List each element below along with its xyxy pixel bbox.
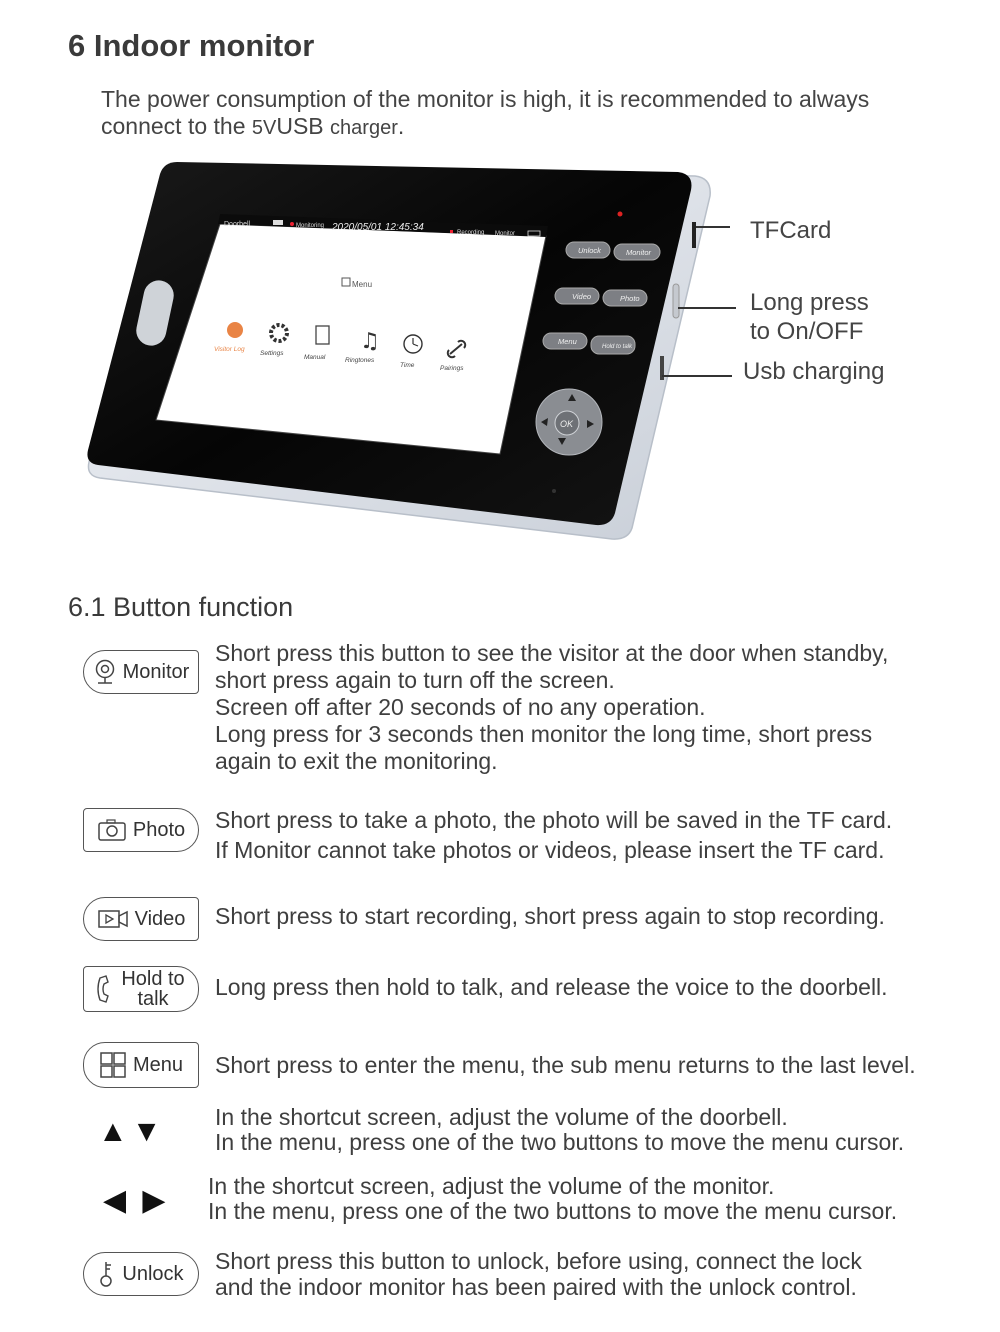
tfcard-label: TFCard [750, 217, 832, 244]
hold-to-talk-button [83, 966, 199, 1012]
microphone-hole [552, 489, 556, 493]
desc-line: In the shortcut screen, adjust the volume of the doorbell. [215, 1104, 788, 1130]
tfcard-leader-line [696, 226, 730, 228]
left-right-arrows-icon: ◀ ▶ [103, 1184, 170, 1217]
monitor-button-label: Monitor [122, 661, 190, 683]
menu-item-ringtones: Ringtones [345, 357, 375, 364]
screen-menu-title: Menu [352, 280, 373, 289]
key-icon [98, 1260, 116, 1288]
usb-leader-line [662, 375, 732, 377]
desc-line: Short press to take a photo, the photo will be saved in the TF card. [215, 807, 893, 833]
desc-line: again to exit the monitoring. [215, 748, 498, 774]
desc-line: If Monitor cannot take photos or videos, please insert the TF card. [215, 837, 885, 863]
hold-to-talk-button-label: Hold to talk [121, 968, 185, 1010]
status-monitoring: Monitoring [296, 223, 325, 229]
desc-line: Long press then hold to talk, and release the voice to the doorbell. [215, 974, 888, 1000]
device-screen [156, 224, 546, 454]
desc-line: Screen off after 20 seconds of no any operation. [215, 694, 706, 720]
menu-item-pairings: Pairings [440, 365, 464, 372]
usb-label: Usb charging [743, 358, 885, 385]
unlock-button-label: Unlock [122, 1263, 184, 1285]
unlock-description [215, 1248, 862, 1300]
unlock-button [83, 1252, 199, 1296]
power-label-line-1: Long press [750, 289, 869, 316]
power-leader-line [678, 307, 736, 309]
menu-button [83, 1042, 199, 1088]
photo-button-label: Photo [132, 819, 186, 841]
status-datetime: 2020/05/01 12:45:34 [332, 222, 424, 233]
status-doorbell: Doorbell [224, 221, 251, 228]
power-button[interactable] [673, 284, 679, 318]
intro-text [101, 86, 869, 142]
section-title: 6.1 Button function [68, 592, 294, 622]
power-label-line-2: to On/OFF [750, 318, 864, 345]
hw-menu-label: Menu [558, 337, 577, 346]
monitor-description [215, 640, 888, 775]
intro-line-2: connect to the 5VUSB charger. [101, 113, 405, 139]
hw-photo-label: Photo [620, 294, 640, 303]
menu-item-manual: Manual [304, 354, 326, 361]
hw-video-label: Video [572, 292, 592, 301]
hw-unlock-label: Unlock [578, 246, 601, 255]
menu-button-label: Menu [132, 1054, 184, 1076]
intro-line-1: The power consumption of the monitor is high, it is recommended to always [101, 86, 870, 112]
status-recording: Recording [457, 230, 485, 236]
indoor-monitor-device [80, 158, 730, 548]
page-title: 6 Indoor monitor [68, 28, 315, 63]
recording-dot-icon [450, 230, 453, 233]
desc-line: In the shortcut screen, adjust the volume of the monitor. [208, 1173, 775, 1199]
desc-line: Short press this button to see the visitor at the door when standby, [215, 640, 889, 666]
ringtones-note-icon: ♫ [360, 329, 380, 354]
desc-line: and the indoor monitor has been paired with the unlock control. [215, 1274, 857, 1300]
desc-line: Short press this button to unlock, before using, connect the lock [215, 1248, 862, 1274]
ok-label: OK [560, 419, 574, 429]
up-down-description [215, 1105, 904, 1155]
desc-line: Short press to enter the menu, the sub menu returns to the last level. [215, 1052, 916, 1078]
battery-icon [273, 220, 283, 225]
photo-button [83, 808, 199, 852]
desc-line: short press again to turn off the screen. [215, 667, 615, 693]
video-camera-icon [97, 908, 129, 930]
hold-to-talk-description [215, 974, 888, 1001]
hw-hold-to-talk-label: Hold to talk [602, 344, 633, 350]
up-down-arrows-icon: ▲▼ [98, 1115, 166, 1148]
monitoring-dot-icon [290, 222, 294, 226]
menu-item-settings: Settings [260, 350, 284, 357]
visitor-log-icon [227, 322, 243, 338]
desc-line: In the menu, press one of the two buttons to move the menu cursor. [215, 1129, 905, 1155]
photo-description [215, 807, 892, 864]
menu-item-visitor-log: Visitor Log [214, 346, 245, 353]
video-button-label: Video [134, 908, 186, 930]
left-right-description [208, 1174, 897, 1224]
monitor-button [83, 650, 199, 694]
video-button [83, 897, 199, 941]
menu-item-time: Time [400, 362, 415, 369]
camera-icon [97, 818, 127, 842]
menu-description [215, 1052, 916, 1079]
status-monitor: Monitor [495, 231, 516, 237]
video-description [215, 903, 885, 930]
desc-line: In the menu, press one of the two buttons to move the menu cursor. [208, 1198, 898, 1224]
desc-line: Short press to start recording, short press again to stop recording. [215, 903, 885, 929]
webcam-icon [93, 659, 117, 685]
phone-handset-icon [94, 974, 112, 1004]
led-indicator [618, 212, 623, 217]
desc-line: Long press for 3 seconds then monitor the long time, short press [215, 721, 873, 747]
device-illustration [80, 158, 730, 548]
menu-grid-icon [99, 1051, 127, 1079]
power-label [750, 288, 869, 346]
hw-monitor-label: Monitor [626, 248, 652, 257]
